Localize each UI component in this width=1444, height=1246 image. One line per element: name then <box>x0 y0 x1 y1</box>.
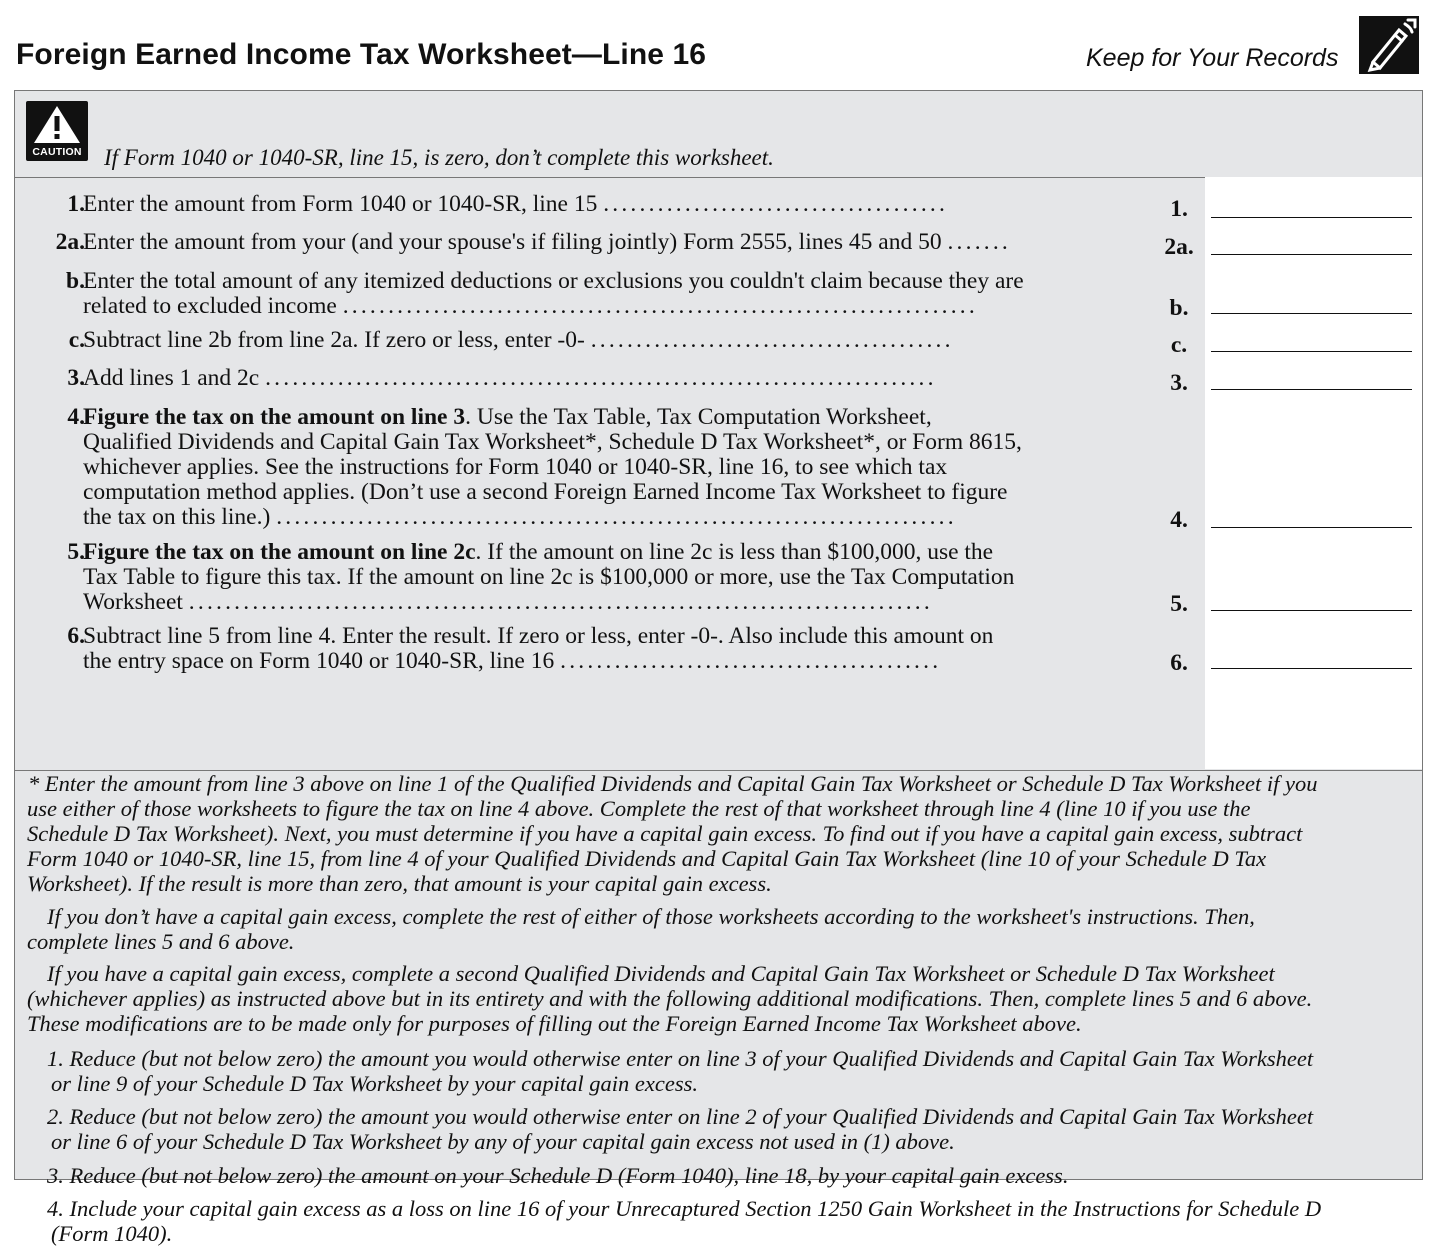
line-number: 1. <box>67 191 85 217</box>
amount-field-2a[interactable] <box>1211 254 1412 255</box>
amount-field-1[interactable] <box>1211 217 1412 218</box>
line-text: . If the amount on line 2c is less than $100,000, use the <box>475 540 994 565</box>
modification-4: (Form 1040). <box>51 1221 173 1246</box>
line-text: the tax on this line.) <box>83 505 271 530</box>
modification-4: 4. Include your capital gain excess as a loss on line 16 of your Unrecaptured Section 1250 Gain Worksheet in the Instructions for Schedule D <box>47 1196 1322 1221</box>
pencil-icon <box>1359 16 1419 74</box>
line-text: Worksheet <box>83 590 183 615</box>
line-text: Enter the total amount of any itemized deductions or exclusions you couldn't claim because they are <box>83 269 1024 294</box>
line-text: whichever applies. See the instructions for Form 1040 or 1040-SR, line 16, to see which tax <box>83 455 948 480</box>
footnote-line: Form 1040 or 1040-SR, line 15, from line 4 of your Qualified Dividends and Capital Gain Tax Worksheet (line 10 of your Schedule D Tax <box>27 846 1267 871</box>
footnote-line: Schedule D Tax Worksheet). Next, you must determine if you have a capital gain excess. To find out if you have a capital gain excess, subtract <box>27 821 1303 846</box>
modification-1: 1. Reduce (but not below zero) the amount you would otherwise enter on line 3 of your Qualified Dividends and Capital Gain Tax Worksheet <box>47 1046 1314 1071</box>
line-text: the entry space on Form 1040 or 1040-SR, line 16 <box>83 649 555 674</box>
amount-field-4[interactable] <box>1211 527 1412 528</box>
modification-3: 3. Reduce (but not below zero) the amount on your Schedule D (Form 1040), line 18, by your capital gain excess. <box>47 1163 1069 1188</box>
line-ref: 6. <box>1170 650 1188 676</box>
footnote-line: Worksheet). If the result is more than zero, that amount is your capital gain excess. <box>27 871 772 896</box>
modification-1: or line 9 of your Schedule D Tax Worksheet by your capital gain excess. <box>51 1071 698 1096</box>
line-text: Qualified Dividends and Capital Gain Tax Worksheet*, Schedule D Tax Worksheet*, or Form 8615, <box>83 430 1022 455</box>
line-number: 6. <box>67 623 85 649</box>
line-ref: 2a. <box>1164 234 1194 260</box>
line-ref: 1. <box>1170 196 1188 222</box>
keep-records-label: Keep for Your Records <box>1086 44 1339 72</box>
line-bold-text: Figure the tax on the amount on line 2c <box>83 540 476 565</box>
line-number: 5. <box>67 539 85 565</box>
footnote-line: complete lines 5 and 6 above. <box>27 929 295 954</box>
page-title: Foreign Earned Income Tax Worksheet—Line 16 <box>16 38 707 71</box>
line-text: Subtract line 5 from line 4. Enter the result. If zero or less, enter -0-. Also include this amount on <box>83 624 994 649</box>
line-number: b. <box>66 268 85 294</box>
line-ref: c. <box>1170 332 1188 358</box>
amount-field-5[interactable] <box>1211 610 1412 611</box>
line-bold-text: Figure the tax on the amount on line 3 <box>83 405 466 430</box>
footnote-line: use either of those worksheets to figure the tax on line 4 above. Complete the rest of that worksheet through line 4 (line 10 if you use the <box>27 796 1251 821</box>
modification-2: or line 6 of your Schedule D Tax Worksheet by any of your capital gain excess not used in (1) above. <box>51 1129 955 1154</box>
warning-icon <box>26 101 88 161</box>
amount-field-6[interactable] <box>1211 668 1412 669</box>
worksheet-frame <box>14 90 1423 1246</box>
line-ref: 4. <box>1170 507 1188 533</box>
line-text: Enter the amount from your (and your spouse's if filing jointly) Form 2555, lines 45 and 50 <box>83 230 942 255</box>
amount-field-3[interactable] <box>1211 389 1412 390</box>
caution-text: If Form 1040 or 1040-SR, line 15, is zero, don’t complete this worksheet. <box>104 145 774 170</box>
line-text: Add lines 1 and 2c <box>83 366 260 391</box>
line-number: c. <box>68 327 85 353</box>
caution-label: CAUTION <box>32 146 82 158</box>
modification-2: 2. Reduce (but not below zero) the amount you would otherwise enter on line 2 of your Qualified Dividends and Capital Gain Tax Worksheet <box>47 1104 1314 1129</box>
line-ref: b. <box>1169 295 1189 321</box>
worksheet-lines: 1. Enter the amount from Form 1040 or 1040-SR, line 15 ...................................... 1. 2a. Enter the amount from your (and your spouse's if filing jointly) Form 2555, lines 45 and 50 ....... 2a. b. Enter the total amount of any itemized deductions or exclusions you couldn't claim because they are related to excluded income ...................................................................... b. c. Subtract line 2b from line 2a. If zero or less, enter -0- ........................................ c. 3. Add lines 1 and 2c .......................................................................... 3. 4. Figure the tax on the amount on line 3. Use the Tax Table, Tax Computation Worksheet, Qualified Dividends and Capital Gain Tax Worksheet*, Schedule D Tax Worksheet*, or Form 8615, whichever applies. See the instructions for Form 1040 or 1040-SR, line 16, to see which tax computation method applies. (Don’t use a second Foreign Earned Income Tax Worksheet to figure the tax on this line.) ........................................................................... 4. 5. Figure the tax on the amount on line 2c. If the amount on line 2c is less than $100,000, use the Tax Table to figure this tax. If the amount on line 2c is $100,000 or more, use the Tax Computation Worksheet .................................................................................. 5. 6. Subtract line 5 from line 4. Enter the result. If zero or less, enter -0-. Also include this amount on the entry space on Form 1040 or 1040-SR, line 16 .......................................... 6. <box>15 177 1422 771</box>
line-text: Enter the amount from Form 1040 or 1040-SR, line 15 <box>83 192 598 217</box>
line-text: computation method applies. (Don’t use a second Foreign Earned Income Tax Worksheet to figure <box>83 480 1008 505</box>
line-ref: 5. <box>1170 591 1188 617</box>
line-text: . Use the Tax Table, Tax Computation Worksheet, <box>465 405 932 430</box>
amount-column <box>1205 177 1422 769</box>
line-text: Tax Table to figure this tax. If the amount on line 2c is $100,000 or more, use the Tax Computation <box>83 565 1015 590</box>
footnote-line: (whichever applies) as instructed above but in its entirety and with the following additional modifications. Then, complete lines 5 and 6 above. <box>27 986 1313 1011</box>
amount-field-2b[interactable] <box>1211 313 1412 314</box>
line-number: 3. <box>67 365 85 391</box>
line-text: related to excluded income <box>83 294 337 319</box>
footnote-line: These modifications are to be made only for purposes of filling out the Foreign Earned Income Tax Worksheet above. <box>27 1011 1082 1036</box>
footnote-line: If you have a capital gain excess, complete a second Qualified Dividends and Capital Gain Tax Worksheet or Schedule D Tax Worksheet <box>47 961 1275 986</box>
line-ref: 3. <box>1170 370 1188 396</box>
line-number: 2a. <box>55 229 85 255</box>
line-number: 4. <box>67 404 85 430</box>
caution-row <box>15 91 1422 178</box>
amount-field-2c[interactable] <box>1211 351 1412 352</box>
footnote-line: If you don’t have a capital gain excess, complete the rest of either of those worksheets according to the worksheet's instructions. Then, <box>47 904 1255 929</box>
line-text: Subtract line 2b from line 2a. If zero or less, enter -0- <box>83 328 585 353</box>
footnote-line: * Enter the amount from line 3 above on line 1 of the Qualified Dividends and Capital Gain Tax Worksheet or Schedule D Tax Worksheet if you <box>28 771 1318 796</box>
